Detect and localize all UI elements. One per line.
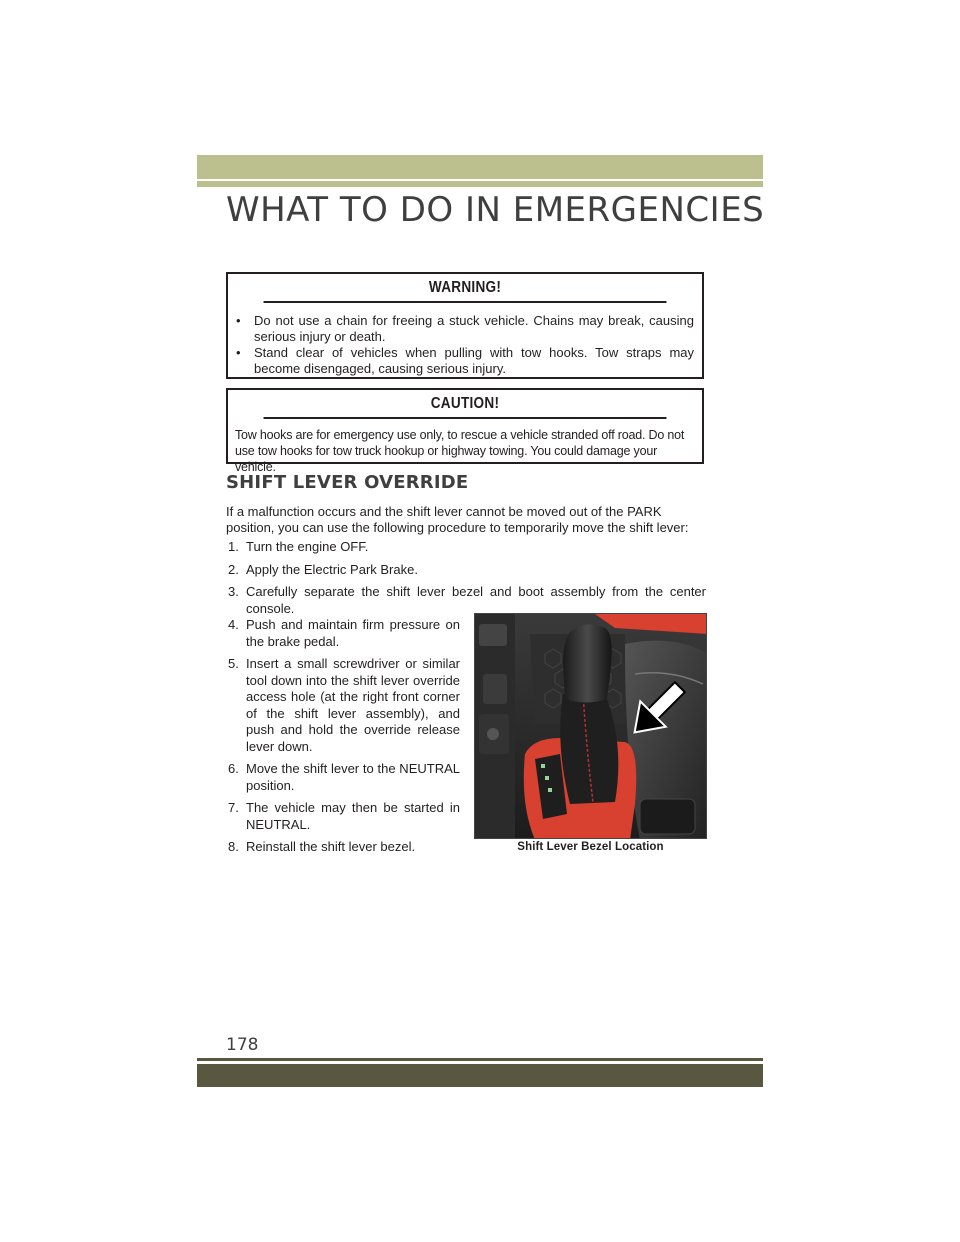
warning-item: • Stand clear of vehicles when pulling with tow hooks. Tow straps may become disengaged, causing serious injury. (236, 345, 694, 376)
page-number: 178 (226, 1035, 259, 1055)
steps-list-top (228, 539, 706, 623)
step-item: 7. The vehicle may then be started in NEUTRAL. (228, 800, 460, 832)
bullet-icon: • (236, 345, 241, 360)
step-item: 2. Apply the Electric Park Brake. (228, 561, 418, 577)
caution-box (226, 388, 704, 474)
step-item: 5. Insert a small screwdriver or similar tool down into the shift lever override access hole (at the right front corner of the shift lever assembly), and push and hold the override release lever down. (228, 656, 460, 754)
header-rule (197, 181, 763, 187)
warning-box (226, 272, 704, 379)
shift-lever-photo (474, 613, 707, 839)
warning-item: • Do not use a chain for freeing a stuck vehicle. Chains may break, causing serious injury or death. (236, 313, 694, 344)
figure-caption: Shift Lever Bezel Location (517, 841, 664, 853)
warning-list (228, 303, 702, 377)
bullet-icon: • (236, 313, 241, 328)
footer-band (197, 1064, 763, 1087)
footer-rule (197, 1058, 763, 1061)
section-heading: SHIFT LEVER OVERRIDE (226, 472, 469, 493)
steps-list-bottom (228, 617, 460, 862)
step-item: 3. Carefully separate the shift lever bezel and boot assembly from the center console. (228, 584, 706, 616)
caution-title: CAUTION! (264, 390, 667, 419)
section-title: WHAT TO DO IN EMERGENCIES (226, 190, 765, 230)
step-item: 6. Move the shift lever to the NEUTRAL position. (228, 761, 460, 793)
warning-title: WARNING! (264, 274, 667, 303)
header-band (197, 155, 763, 179)
caution-text: Tow hooks are for emergency use only, to rescue a vehicle stranded off road. Do not use tow hooks for tow truck hookup or highway towing. You could damage your vehicle. (235, 428, 685, 474)
step-item: 1. Turn the engine OFF. (228, 539, 369, 554)
step-item: 8. Reinstall the shift lever bezel. (228, 839, 416, 854)
section-intro: If a malfunction occurs and the shift lever cannot be moved out of the PARK position, you can use the following procedure to temporarily move the shift lever: (226, 504, 689, 535)
step-item: 4. Push and maintain firm pressure on the brake pedal. (228, 617, 460, 649)
